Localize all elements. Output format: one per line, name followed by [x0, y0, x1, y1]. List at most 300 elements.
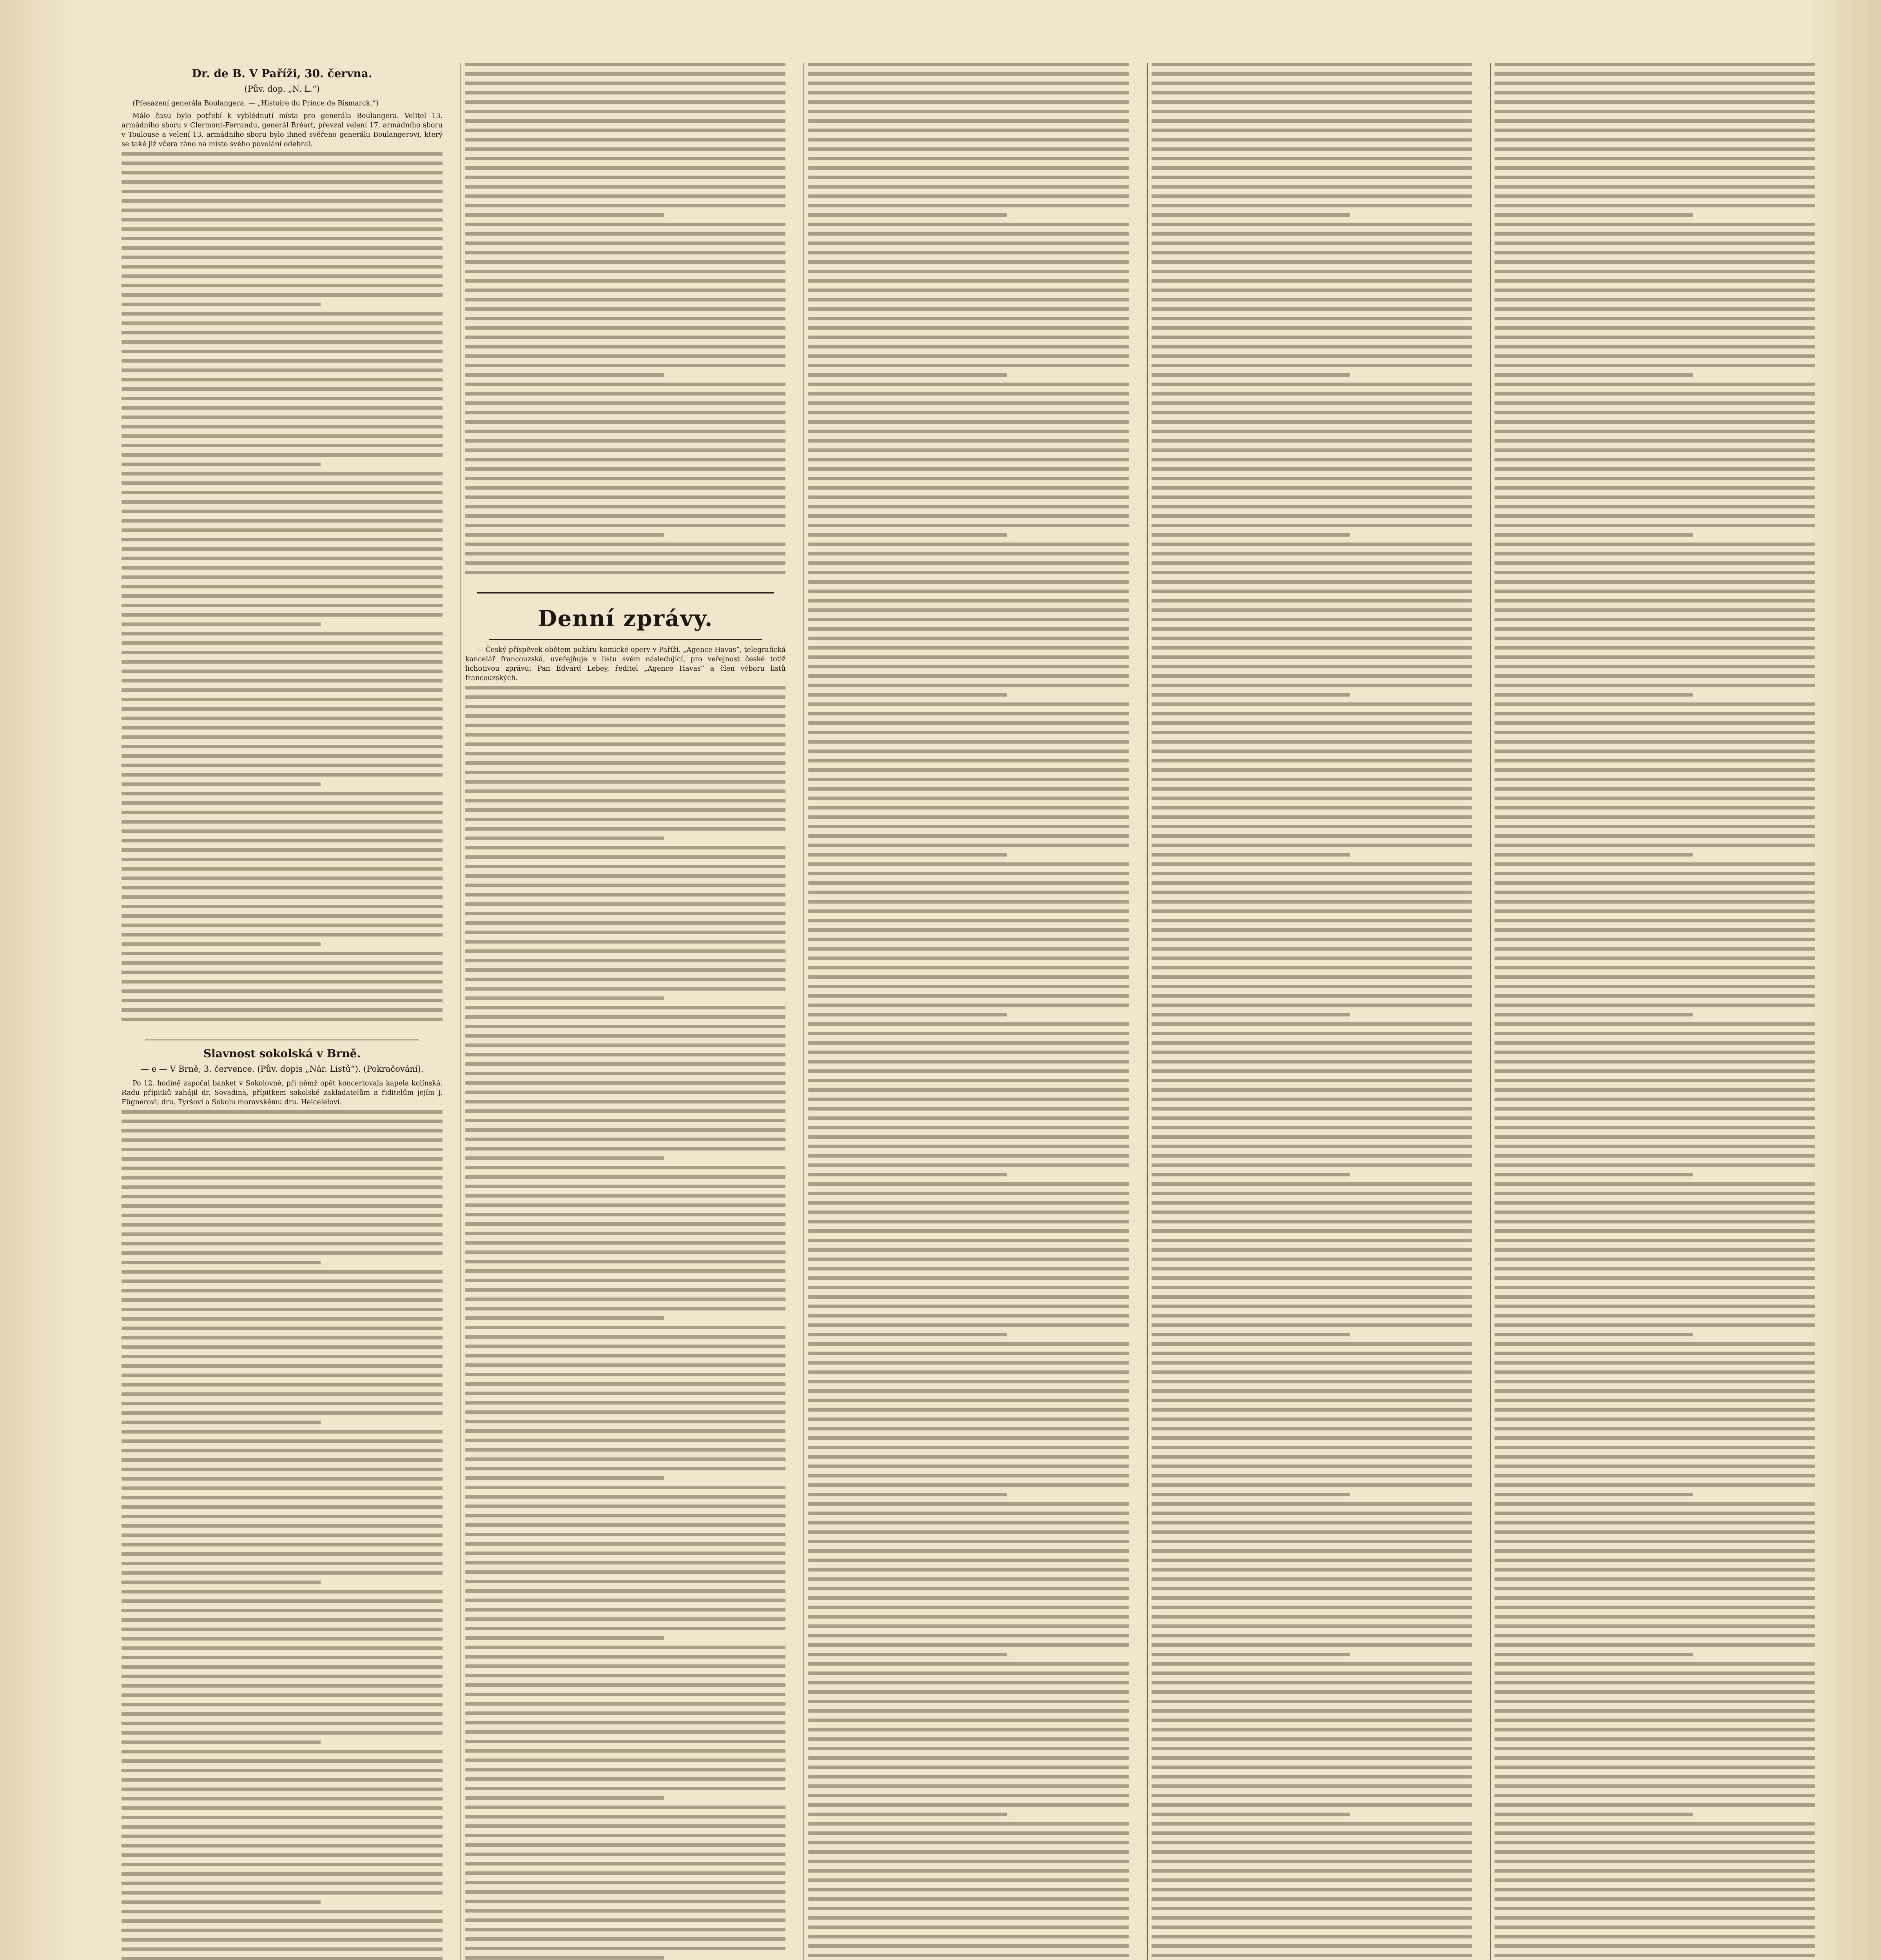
text-line [122, 858, 443, 861]
text-line [122, 397, 443, 400]
text-line [808, 1822, 1128, 1826]
text-line [1495, 1436, 1815, 1440]
text-line [122, 1938, 443, 1942]
text-line [465, 100, 785, 104]
text-line [1495, 1323, 1815, 1327]
text-line [465, 571, 785, 574]
text-line [1495, 1756, 1815, 1760]
text-line [808, 1210, 1128, 1214]
body-text-block [465, 63, 785, 584]
text-line [1152, 797, 1472, 800]
text-line [1152, 1502, 1472, 1506]
text-line [1152, 1436, 1472, 1440]
text-line [465, 865, 785, 868]
text-line [1495, 1427, 1815, 1430]
text-line [808, 307, 1128, 311]
text-line [1152, 495, 1472, 499]
text-line [465, 1006, 785, 1009]
text-line [808, 72, 1128, 76]
text-line [1152, 317, 1472, 320]
text-line [465, 194, 785, 198]
text-line [808, 684, 1128, 687]
text-line [122, 1778, 443, 1782]
text-line [122, 171, 443, 174]
text-line [808, 778, 1128, 781]
text-line [122, 924, 443, 927]
text-line [1495, 1220, 1815, 1223]
text-line [808, 1267, 1128, 1270]
text-line [1495, 1671, 1815, 1675]
text-line [122, 1317, 443, 1321]
text-line [808, 1370, 1128, 1374]
text-line [465, 1608, 785, 1612]
text-line [1152, 1634, 1472, 1637]
text-line [1152, 345, 1472, 348]
text-line [122, 293, 443, 297]
text-line [465, 289, 785, 292]
text-line [808, 1512, 1128, 1515]
text-line [808, 298, 1128, 301]
text-line [122, 688, 443, 692]
text-line [1152, 1154, 1472, 1158]
text-line [122, 1947, 443, 1951]
text-line [808, 599, 1128, 603]
text-line [1152, 100, 1472, 104]
text-line [465, 818, 785, 821]
text-line [1152, 768, 1472, 772]
text-line [808, 194, 1128, 198]
text-line [465, 1589, 785, 1593]
body-text-block [808, 63, 1128, 1960]
text-line [808, 1587, 1128, 1590]
text-line [808, 975, 1128, 979]
text-line [1495, 571, 1815, 574]
text-line [1495, 1088, 1815, 1092]
text-line [465, 1542, 785, 1546]
text-line [808, 1634, 1128, 1637]
text-line [1152, 1408, 1472, 1412]
text-line [465, 514, 785, 518]
text-line [1495, 307, 1815, 311]
text-line [808, 1380, 1128, 1383]
text-line [122, 1825, 443, 1829]
text-line [1495, 1916, 1815, 1920]
text-line [808, 618, 1128, 621]
text-line [1152, 740, 1472, 744]
text-line [808, 1841, 1128, 1844]
text-line [808, 1098, 1128, 1101]
text-line [1152, 72, 1472, 76]
text-line [808, 825, 1128, 828]
text-line [808, 317, 1128, 320]
text-line [122, 1675, 443, 1678]
text-line [122, 1232, 443, 1236]
text-line [465, 185, 785, 189]
text-line [1495, 1446, 1815, 1449]
text-line [465, 1900, 785, 1903]
text-line [1152, 1305, 1472, 1308]
text-line [1152, 928, 1472, 932]
text-line [808, 110, 1128, 113]
text-line [1495, 825, 1815, 828]
text-line [808, 354, 1128, 358]
text-line [1495, 1869, 1815, 1873]
text-line [808, 543, 1128, 546]
text-line [1495, 1775, 1815, 1779]
text-line [808, 1239, 1128, 1242]
text-line [1152, 1775, 1472, 1779]
text-line [1495, 684, 1815, 687]
text-line [1152, 1568, 1472, 1572]
text-line [465, 119, 785, 123]
text-line [122, 632, 443, 635]
text-line [808, 1540, 1128, 1543]
text-line [808, 505, 1128, 508]
text-line [122, 829, 443, 833]
text-line [122, 519, 443, 523]
text-line [465, 1890, 785, 1894]
text-line [1152, 1465, 1472, 1468]
text-line [808, 477, 1128, 480]
text-line [1495, 1210, 1815, 1214]
text-line [808, 1794, 1128, 1797]
body-text-block [465, 686, 785, 1960]
text-line [122, 1505, 443, 1509]
text-line [465, 1269, 785, 1273]
text-line [122, 1684, 443, 1688]
text-line [465, 1918, 785, 1922]
text-line [465, 1213, 785, 1216]
text-line [1495, 947, 1815, 951]
text-line [1152, 1267, 1472, 1270]
text-line [1495, 834, 1815, 838]
text-line [122, 1919, 443, 1923]
text-line [122, 933, 443, 936]
text-line [808, 1606, 1128, 1609]
text-line [465, 1222, 785, 1226]
text-line [1495, 1822, 1815, 1826]
text-line [1495, 1624, 1815, 1628]
text-line [808, 1907, 1128, 1910]
text-line [808, 637, 1128, 640]
text-line [808, 1417, 1128, 1421]
text-line [1495, 985, 1815, 988]
text-line [1152, 1276, 1472, 1280]
text-line [1152, 1606, 1472, 1609]
text-line [1152, 561, 1472, 565]
text-line [808, 1032, 1128, 1035]
text-line [122, 528, 443, 532]
text-line [122, 895, 443, 899]
article-heading: Slavnost sokolská v Brně. [203, 1047, 361, 1060]
text-line [465, 317, 785, 320]
text-line [808, 1530, 1128, 1534]
text-line [465, 298, 785, 301]
text-line [1495, 1163, 1815, 1167]
article-paragraph: Málo času bylo potřebí k vyblédnutí místa pro generála Boulangera. Velitel 13. armádního sboru v Clermont-Ferrandu, generál Bréart, převzal velení 17. armádního sboru v Toulouse a velení 13. armádního sboru bylo ihned svěřeno generálu Boulangerovi, který se také již včera ráno na místo svého povolání odebral. [122, 112, 443, 148]
text-line [465, 1599, 785, 1602]
column-3 [804, 63, 1132, 1960]
text-line [465, 1796, 664, 1800]
text-line [1152, 825, 1472, 828]
text-line [1495, 1878, 1815, 1882]
text-line [122, 622, 321, 626]
text-line [808, 213, 1007, 217]
text-line [1495, 815, 1815, 819]
text-line [808, 919, 1128, 922]
text-line [122, 425, 443, 428]
text-line [122, 905, 443, 908]
text-line [122, 1430, 443, 1434]
text-line [122, 274, 443, 278]
article-paragraph: (Přesazení generála Boulangera. — „Histoire du Prince de Bismarck.“) [132, 100, 379, 107]
text-line [465, 1476, 664, 1480]
text-line [808, 759, 1128, 762]
text-line [1495, 354, 1815, 358]
text-line [122, 754, 443, 758]
text-line [1152, 1446, 1472, 1449]
text-line [1495, 1314, 1815, 1318]
text-line [465, 486, 785, 490]
text-line [1152, 1916, 1472, 1920]
text-line [122, 284, 443, 287]
text-line [465, 1636, 664, 1640]
text-line [122, 877, 443, 880]
text-line [808, 853, 1007, 857]
text-line [808, 1088, 1128, 1092]
text-line [122, 1204, 443, 1208]
text-line [1152, 1794, 1472, 1797]
text-line [808, 1295, 1128, 1299]
text-line [465, 91, 785, 94]
body-text-block [1495, 63, 1815, 1960]
text-line [1152, 430, 1472, 433]
text-line [1152, 947, 1472, 951]
text-line [1152, 1643, 1472, 1647]
text-line [1152, 270, 1472, 273]
text-line [122, 500, 443, 504]
text-line [465, 1702, 785, 1706]
text-line [465, 467, 785, 471]
text-line [122, 651, 443, 654]
text-line [1152, 956, 1472, 960]
text-line [1495, 1267, 1815, 1270]
text-line [122, 1759, 443, 1763]
body-text-block [122, 152, 443, 1034]
text-line [1495, 1719, 1815, 1722]
text-line [1152, 1888, 1472, 1891]
body-text-block [1152, 63, 1472, 1960]
text-line [1152, 881, 1472, 885]
text-line [1152, 1323, 1472, 1327]
text-line [808, 891, 1128, 894]
text-line [122, 726, 443, 730]
text-line [1152, 1163, 1472, 1167]
text-line [1495, 637, 1815, 640]
text-line [122, 1195, 443, 1198]
text-line [1495, 1747, 1815, 1750]
text-line [122, 209, 443, 212]
text-line [465, 1834, 785, 1837]
text-line [1152, 241, 1472, 245]
text-line [1495, 1521, 1815, 1524]
text-line [808, 938, 1128, 941]
text-line [122, 1421, 321, 1424]
text-line [808, 1559, 1128, 1562]
text-line [122, 717, 443, 720]
text-line [1495, 1229, 1815, 1233]
text-line [1495, 1333, 1693, 1336]
text-line [808, 872, 1128, 875]
text-line [808, 1004, 1128, 1007]
text-line [122, 1167, 443, 1170]
text-line [465, 837, 664, 840]
text-line [1495, 1022, 1815, 1026]
text-line [1495, 1069, 1815, 1073]
text-line [1152, 383, 1472, 386]
text-line [1495, 223, 1815, 226]
text-line [1152, 1681, 1472, 1684]
text-line [808, 552, 1128, 555]
text-line [808, 1399, 1128, 1402]
text-line [1152, 298, 1472, 301]
text-line [122, 1722, 443, 1725]
text-line [122, 1270, 443, 1274]
text-line [465, 1956, 664, 1960]
text-line [1152, 1766, 1472, 1769]
text-line [465, 176, 785, 179]
text-line [1152, 1239, 1472, 1242]
text-line [808, 655, 1128, 659]
text-line [122, 152, 443, 156]
text-line [122, 237, 443, 240]
text-line [808, 100, 1128, 104]
text-line [122, 416, 443, 419]
text-line [808, 1935, 1128, 1938]
text-line [808, 166, 1128, 170]
text-line [1495, 750, 1815, 753]
text-line [1495, 1926, 1815, 1929]
text-line [1495, 1700, 1815, 1703]
text-line [465, 705, 785, 708]
text-line [122, 782, 321, 786]
text-line [122, 1882, 443, 1885]
text-line [1495, 665, 1815, 668]
text-line [465, 401, 785, 405]
text-line [1495, 797, 1815, 800]
text-line [465, 949, 785, 953]
text-line [1152, 1747, 1472, 1750]
text-line [808, 909, 1128, 913]
text-line [1495, 655, 1815, 659]
text-line [808, 740, 1128, 744]
text-line [1495, 646, 1815, 650]
text-line [808, 157, 1128, 160]
text-line [808, 1926, 1128, 1929]
text-line [122, 510, 443, 513]
text-line [1152, 712, 1472, 715]
text-line [1152, 354, 1472, 358]
text-line [465, 1316, 664, 1320]
text-line [1495, 1276, 1815, 1280]
text-line [1152, 1540, 1472, 1543]
text-line [808, 1878, 1128, 1882]
text-line [465, 1674, 785, 1677]
text-line [808, 1333, 1007, 1336]
text-line [1152, 1229, 1472, 1233]
text-line [122, 180, 443, 184]
text-line [122, 707, 443, 711]
text-line [808, 1944, 1128, 1948]
text-line [465, 1072, 785, 1075]
text-line [465, 874, 785, 878]
text-line [808, 345, 1128, 348]
text-line [1152, 938, 1472, 941]
text-line [1152, 1653, 1350, 1656]
text-line [1495, 778, 1815, 781]
text-line [465, 260, 785, 264]
text-line [1495, 298, 1815, 301]
text-line [808, 1314, 1128, 1318]
text-line [1152, 1587, 1472, 1590]
text-line [808, 119, 1128, 123]
text-line [1152, 1192, 1472, 1195]
text-line [122, 1552, 443, 1556]
text-line [465, 166, 785, 170]
text-line [808, 430, 1128, 433]
text-line [122, 1279, 443, 1283]
text-line [1152, 778, 1472, 781]
text-line [122, 1138, 443, 1142]
text-line [1495, 1474, 1815, 1477]
text-line [122, 679, 443, 682]
text-line [808, 1305, 1128, 1308]
text-line [808, 797, 1128, 800]
text-line [1152, 1869, 1472, 1873]
text-line [1152, 420, 1472, 424]
text-line [1152, 909, 1472, 913]
text-line [1495, 467, 1815, 471]
text-line [1152, 1483, 1472, 1487]
text-line [122, 1628, 443, 1631]
text-line [808, 571, 1128, 574]
text-line [1152, 1220, 1472, 1223]
text-line [1152, 1493, 1350, 1496]
text-line [808, 1446, 1128, 1449]
text-line [808, 712, 1128, 715]
text-line [808, 1643, 1128, 1647]
text-line [1152, 1803, 1472, 1807]
text-line [465, 1156, 664, 1160]
text-line [1495, 260, 1815, 264]
text-line [1152, 1201, 1472, 1205]
text-line [808, 279, 1128, 283]
text-line [808, 1182, 1128, 1186]
text-line [1495, 1098, 1815, 1101]
text-line [122, 1816, 443, 1819]
text-line [808, 1700, 1128, 1703]
text-line [1152, 194, 1472, 198]
text-line [1152, 900, 1472, 904]
text-line [122, 303, 321, 306]
text-line [465, 110, 785, 113]
text-line [465, 1909, 785, 1913]
text-line [808, 82, 1128, 85]
text-line [122, 1008, 443, 1012]
text-line [1152, 543, 1472, 546]
text-line [808, 1860, 1128, 1863]
text-line [808, 1258, 1128, 1261]
